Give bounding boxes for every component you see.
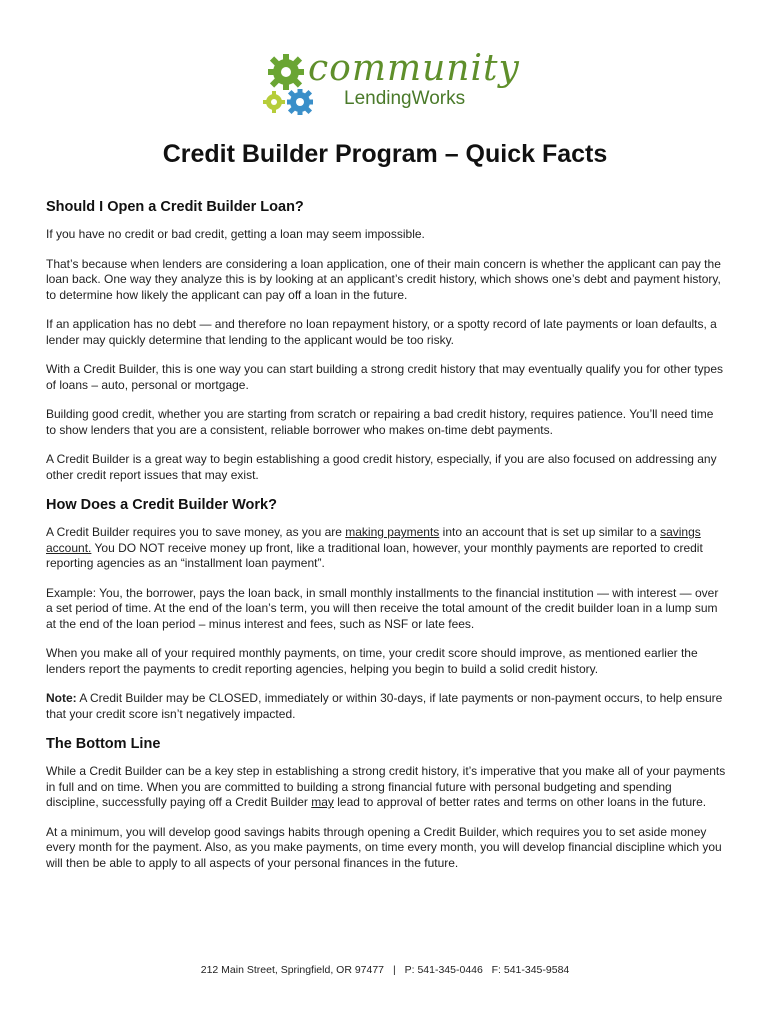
footer	[0, 964, 770, 976]
footer-separator: |	[392, 964, 396, 976]
logo	[262, 48, 520, 122]
underlined-text: making payments	[345, 525, 440, 539]
text-run: While a Credit Builder can be a key step in establishing a strong credit history, it’s imperative that you make all of your payments in full and on time. When you are committed to building a strong financial future with personal budgeting and spending discipline, successfully paying off a Credit Builder	[46, 764, 726, 809]
section-should-i-open	[46, 199, 726, 483]
paragraph: At a minimum, you will develop good savings habits through opening a Credit Builder, which requires you to set aside money every month for the payment. Also, as you make payments, on time every month, you will develop financial discipline which you will then be able to apply to all aspects of your personal finances in the future.	[46, 824, 722, 870]
paragraph: When you make all of your required monthly payments, on time, your credit score should improve, as mentioned earlier the lenders report the payments to credit reporting agencies, helping you begin to build a solid credit history.	[46, 646, 698, 676]
text-run: A Credit Builder requires you to save money, as you are	[46, 525, 346, 539]
note-paragraph	[46, 691, 726, 722]
underlined-text: savings account.	[46, 525, 701, 555]
footer-fax: F: 541-345-9584	[491, 964, 570, 976]
paragraph: With a Credit Builder, this is one way you can start building a strong credit history that may eventually qualify you for other types of loans – auto, personal or mortgage.	[46, 362, 723, 392]
paragraph: Building good credit, whether you are starting from scratch or repairing a bad credit history, requires patience. You’ll need time to show lenders that you are a consistent, reliable borrower who makes on-time debt payments.	[46, 407, 714, 437]
paragraph: A Credit Builder is a great way to begin establishing a good credit history, especially, if you are also focused on addressing any other credit report issues that may exist.	[46, 452, 717, 482]
paragraph	[46, 764, 726, 811]
page-title: Credit Builder Program – Quick Facts	[162, 140, 608, 168]
paragraph	[46, 525, 726, 572]
section-how-does-it-work	[46, 497, 726, 722]
text-run: lead to approval of better rates and terms on other loans in the future.	[333, 795, 707, 809]
note-label: Note:	[46, 691, 77, 705]
paragraph: If an application has no debt — and therefore no loan repayment history, or a spotty record of late payments or loan defaults, a lender may quickly determine that lending to the applicant would be too risky.	[46, 317, 717, 347]
note-text: A Credit Builder may be CLOSED, immediately or within 30-days, if late payments or non-payment occurs, to help ensure that your credit score isn’t negatively impacted.	[46, 691, 723, 721]
paragraph: If you have no credit or bad credit, getting a loan may seem impossible.	[46, 227, 425, 241]
footer-phone: P: 541-345-0446	[404, 964, 483, 976]
logo-word-community: community	[308, 48, 520, 89]
logo-word-lendingworks: LendingWorks	[344, 88, 466, 109]
paragraph: Example: You, the borrower, pays the loan back, in small monthly installments to the financial institution — with interest — over a set period of time. At the end of the loan’s term, you will then receive the total amount of the credit builder loan in a lump sum at the end of the loan period – minus interest and fees, such as NSF or late fees.	[46, 585, 719, 631]
text-run: You DO NOT receive money up front, like a traditional loan, however, your monthly payments are reported to credit reporting agencies as an “installment loan payment”.	[46, 540, 703, 570]
section-bottom-line	[46, 736, 726, 871]
footer-address: 212 Main Street, Springfield, OR 97477	[200, 964, 385, 976]
paragraph: That’s because when lenders are considering a loan application, one of their main concern is whether the applicant can pay the loan back. One way they analyze this is by looking at an applicant’s credit history, which shows one’s debt and payment history, to determine how likely the applicant can pay off a loan in the future.	[46, 256, 721, 302]
section-heading: How Does a Credit Builder Work?	[46, 497, 277, 513]
underlined-text: may	[311, 795, 334, 809]
text-run: into an account that is set up similar to a	[439, 525, 661, 539]
document-body	[46, 199, 726, 885]
section-heading: Should I Open a Credit Builder Loan?	[46, 199, 304, 215]
section-heading: The Bottom Line	[46, 736, 161, 752]
